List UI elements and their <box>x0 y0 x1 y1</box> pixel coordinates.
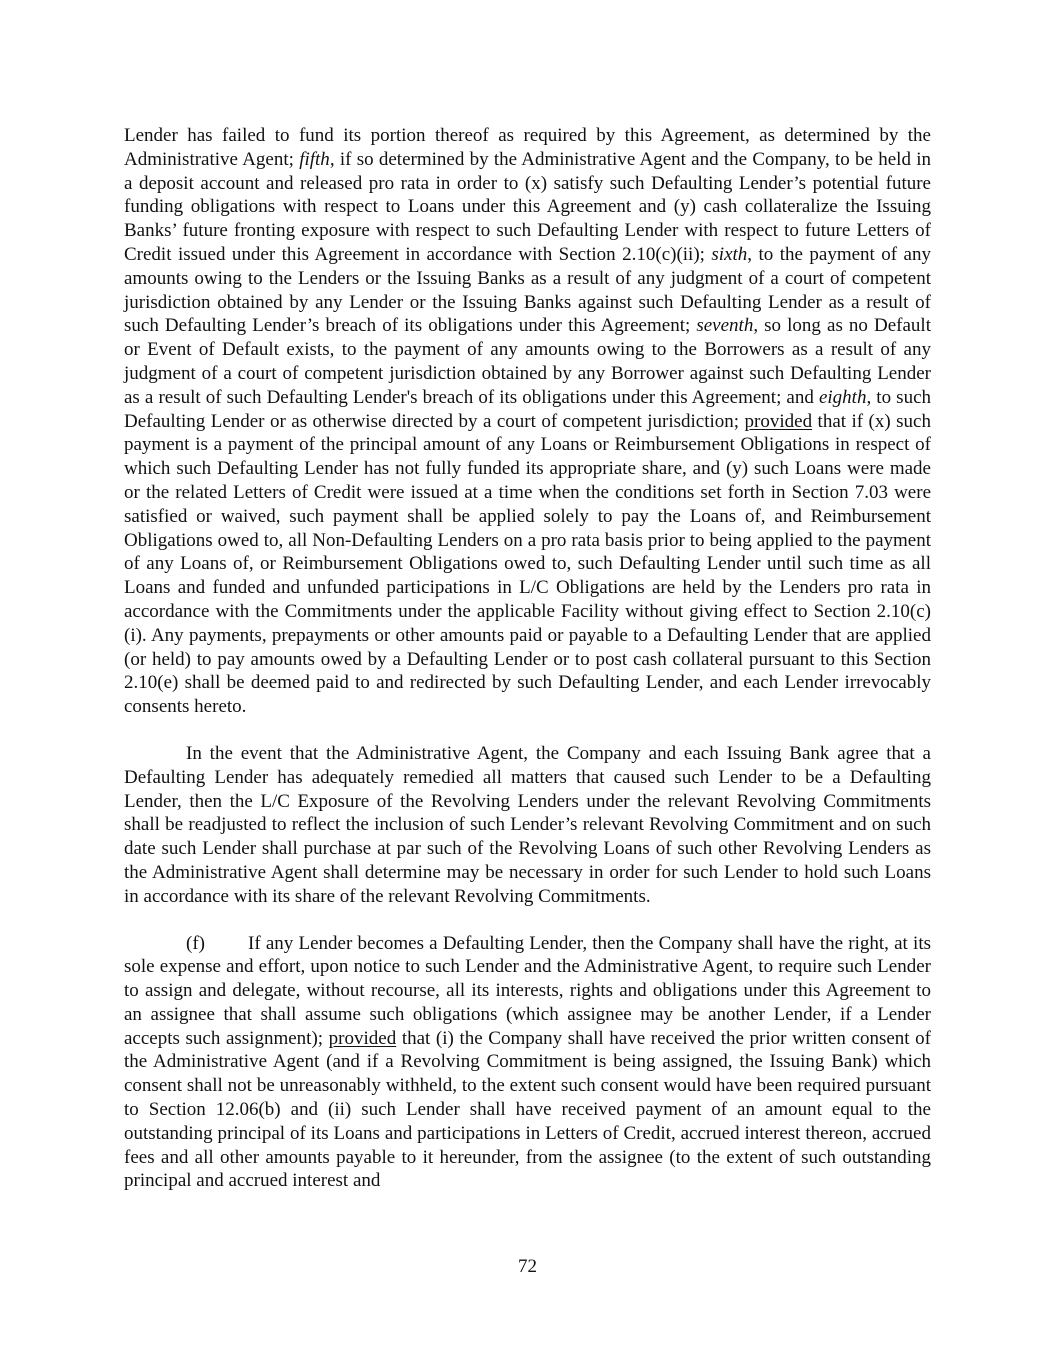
paragraph-text: Lender has failed to fund its portion thereof as required by this Agreement, as determined by the Administrative Agent; <box>124 125 931 170</box>
paragraph-defaulting-lender-payments <box>124 124 931 719</box>
italic-term: fifth <box>299 148 330 170</box>
paragraph-text: , so long as no Default or Event of Default exists, to the payment of any amounts owing to the Borrowers as a result of any judgment of a court of competent jurisdiction obtained by any Borrower against such Defaulting Lender as a result of such Defaulting Lender's breach of its obligations under this Agreement; and <box>124 315 931 408</box>
paragraph-text: , to such Defaulting Lender or as otherwise directed by a court of competent jurisdiction; <box>124 386 932 432</box>
paragraph-section-f <box>124 932 931 1194</box>
clause-label: (f) <box>186 932 205 954</box>
underlined-term: provided <box>744 410 813 432</box>
paragraph-text: In the event that the Administrative Agent, the Company and each Issuing Bank agree that a Defaulting Lender has adequately remedied all matters that caused such Lender to be a Defaulting Lender, then the L/C Exposure of the Revolving Lenders under the relevant Revolving Commitments shall be readjusted to reflect the inclusion of such Lender’s relevant Revolving Commitment and on such date such Lender shall purchase at par such of the Revolving Loans of such other Revolving Lenders as the Administrative Agent shall determine may be necessary in order for such Lender to hold such Loans in accordance with its share of the relevant Revolving Commitments. <box>124 742 931 907</box>
paragraph-text: If any Lender becomes a Defaulting Lender, then the Company shall have the right, at its sole expense and effort, upon notice to such Lender and the Administrative Agent, to require such Lender to assign and delegate, without recourse, all its interests, rights and obligations under this Agreement to an assignee that shall assume such obligations (which assignee may be another Lender, if a Lender accepts such assignment); <box>124 932 931 1049</box>
paragraph-text: , to the payment of any amounts owing to the Lenders or the Issuing Banks as a result of any judgment of a court of competent jurisdiction obtained by any Lender or the Issuing Banks against such Defaulting Lender as a result of such Defaulting Lender’s breach of its obligations under this Agreement; <box>124 243 931 337</box>
paragraph-text: , if so determined by the Administrative Agent and the Company, to be held in a deposit account and released pro rata in order to (x) satisfy such Defaulting Lender’s potential future funding obligations with respect to Loans under this Agreement and (y) cash collateralize the Issuing Banks’ future fronting exposure with respect to such Defaulting Lender with respect to future Letters of Credit issued under this Agreement in accordance with Section 2.10(c)(ii); <box>124 148 931 265</box>
italic-term: seventh <box>696 315 754 337</box>
document-page <box>124 124 931 1193</box>
paragraph-text: that (i) the Company shall have received the prior written consent of the Administrative Agent (and if a Revolving Commitment is being assigned, the Issuing Bank) which consent shall not be unreasonably withheld, to the extent such consent would have been required pursuant to Section 12.06(b) and (ii) such Lender shall have received payment of an amount equal to the outstanding principal of its Loans and participations in Letters of Credit, accrued interest thereon, accrued fees and all other amounts payable to it hereunder, from the assignee (to the extent of such outstanding principal and accrued interest and <box>124 1027 931 1192</box>
paragraph-text: that if (x) such payment is a payment of the principal amount of any Loans or Reimbursement Obligations in respect of which such Defaulting Lender has not fully funded its appropriate share, and (y) such Loans were made or the related Letters of Credit were issued at a time when the conditions set forth in Section 7.03 were satisfied or waived, such payment shall be applied solely to pay the Loans of, and Reimbursement Obligations owed to, all Non-Defaulting Lenders on a pro rata basis prior to being applied to the payment of any Loans of, or Reimbursement Obligations owed to, such Defaulting Lender until such time as all Loans and funded and unfunded participations in L/C Obligations are held by the Lenders pro rata in accordance with the Commitments under the applicable Facility without giving effect to Section 2.10(c)(i). Any payments, prepayments or other amounts paid or payable to a Defaulting Lender that are applied (or held) to pay amounts owed by a Defaulting Lender or to post cash collateral pursuant to this Section 2.10(e) shall be deemed paid to and redirected by such Defaulting Lender, and each Lender irrevocably consents hereto. <box>124 410 931 718</box>
italic-term: eighth <box>818 386 867 408</box>
page-number: 72 <box>518 1256 537 1277</box>
italic-term: sixth <box>711 243 748 265</box>
paragraph-remedied-defaulting-lender <box>124 742 931 909</box>
underlined-term: provided <box>328 1027 397 1049</box>
